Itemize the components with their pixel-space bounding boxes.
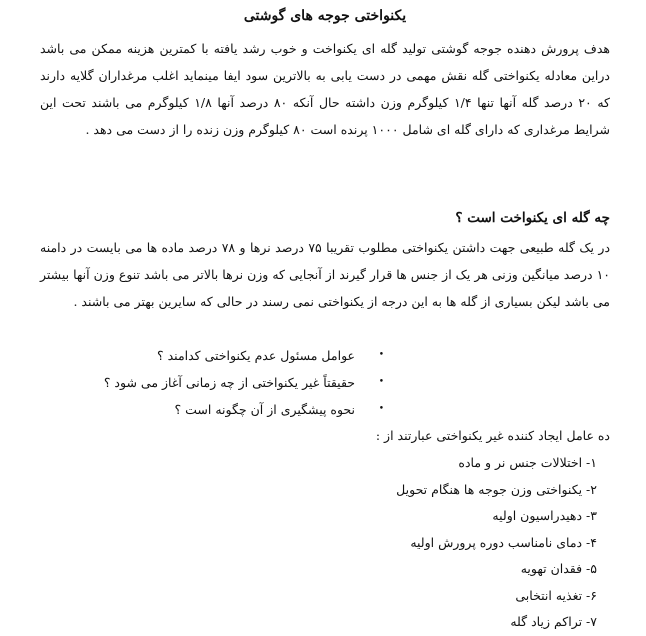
question-item xyxy=(104,369,610,396)
question-text: عوامل مسئول عدم یکنواختی کدامند ؟ xyxy=(157,348,355,363)
factor-item: ۵- فقدان تهویه xyxy=(520,561,597,576)
factors-intro: ده عامل ایجاد کننده غیر یکنواختی عبارتند از : xyxy=(375,428,610,443)
factor-item: ۶- تغذیه انتخابی xyxy=(515,587,597,603)
factor-item: ۷- تراکم زیاد گله xyxy=(510,614,597,629)
question-list xyxy=(104,342,610,423)
factor-item: ۴- دمای نامناسب دوره پرورش اولیه xyxy=(410,534,597,550)
document-page xyxy=(40,0,611,629)
bullet-icon: • xyxy=(378,377,384,387)
bullet-icon: • xyxy=(378,404,384,414)
factors-list xyxy=(396,450,610,636)
uniformity-paragraph: در یک گله طبیعی جهت داشتن یکنواختی مطلوب تقریبا ۷۵ درصد نرها و ۷۸ درصد ماده ها می بایست در دامنه ۱۰ درصد میانگین وزنی هر یک از جنس ها قرار گیرند از آنجایی که وزن نرها بالاتر می باشد تنوع وزن آنها بیشتر می باشد لیکن بسیاری از گله ها به این درجه از یکنواختی نمی رسند در حالی که سایرین بهتر می باشند . xyxy=(40,240,611,309)
question-text: نحوه پیشگیری از آن چگونه است ؟ xyxy=(174,402,355,417)
factor-item: ۲- یکنواختی وزن جوجه ها هنگام تحویل xyxy=(396,481,597,497)
bullet-icon: • xyxy=(378,350,384,360)
question-item xyxy=(104,396,610,423)
question-item xyxy=(104,342,610,369)
factor-item: ۱- اختلالات جنس نر و ماده xyxy=(458,455,597,470)
intro-paragraph: هدف پرورش دهنده جوجه گوشتی تولید گله ای یکنواخت و خوب رشد یافته با کمترین هزینه ممکن می باشد دراین معادله یکنواختی گله نقش مهمی در دست یابی به بالاترین سود ایفا مینماید اغلب مرغداران گلایه دارند که ۲۰ درصد گله آنها تنها ۱/۴ کیلوگرم وزن داشته حال آنکه ۸۰ درصد آنها ۱/۸ کیلوگرم می باشند تحت این شرایط مرغداری که دارای گله ای شامل ۱۰۰۰ پرنده است ۸۰ کیلوگرم وزن زنده را از دست می دهد . xyxy=(40,41,610,137)
question-text: حقیقتاً غیر یکنواختی از چه زمانی آغاز می شود ؟ xyxy=(103,375,355,390)
document-title: یکنواختی جوجه های گوشتی xyxy=(243,8,407,24)
section-heading: چه گله ای یکنواخت است ؟ xyxy=(455,210,610,226)
factor-item: ۳- دهیدراسیون اولیه xyxy=(492,508,597,523)
